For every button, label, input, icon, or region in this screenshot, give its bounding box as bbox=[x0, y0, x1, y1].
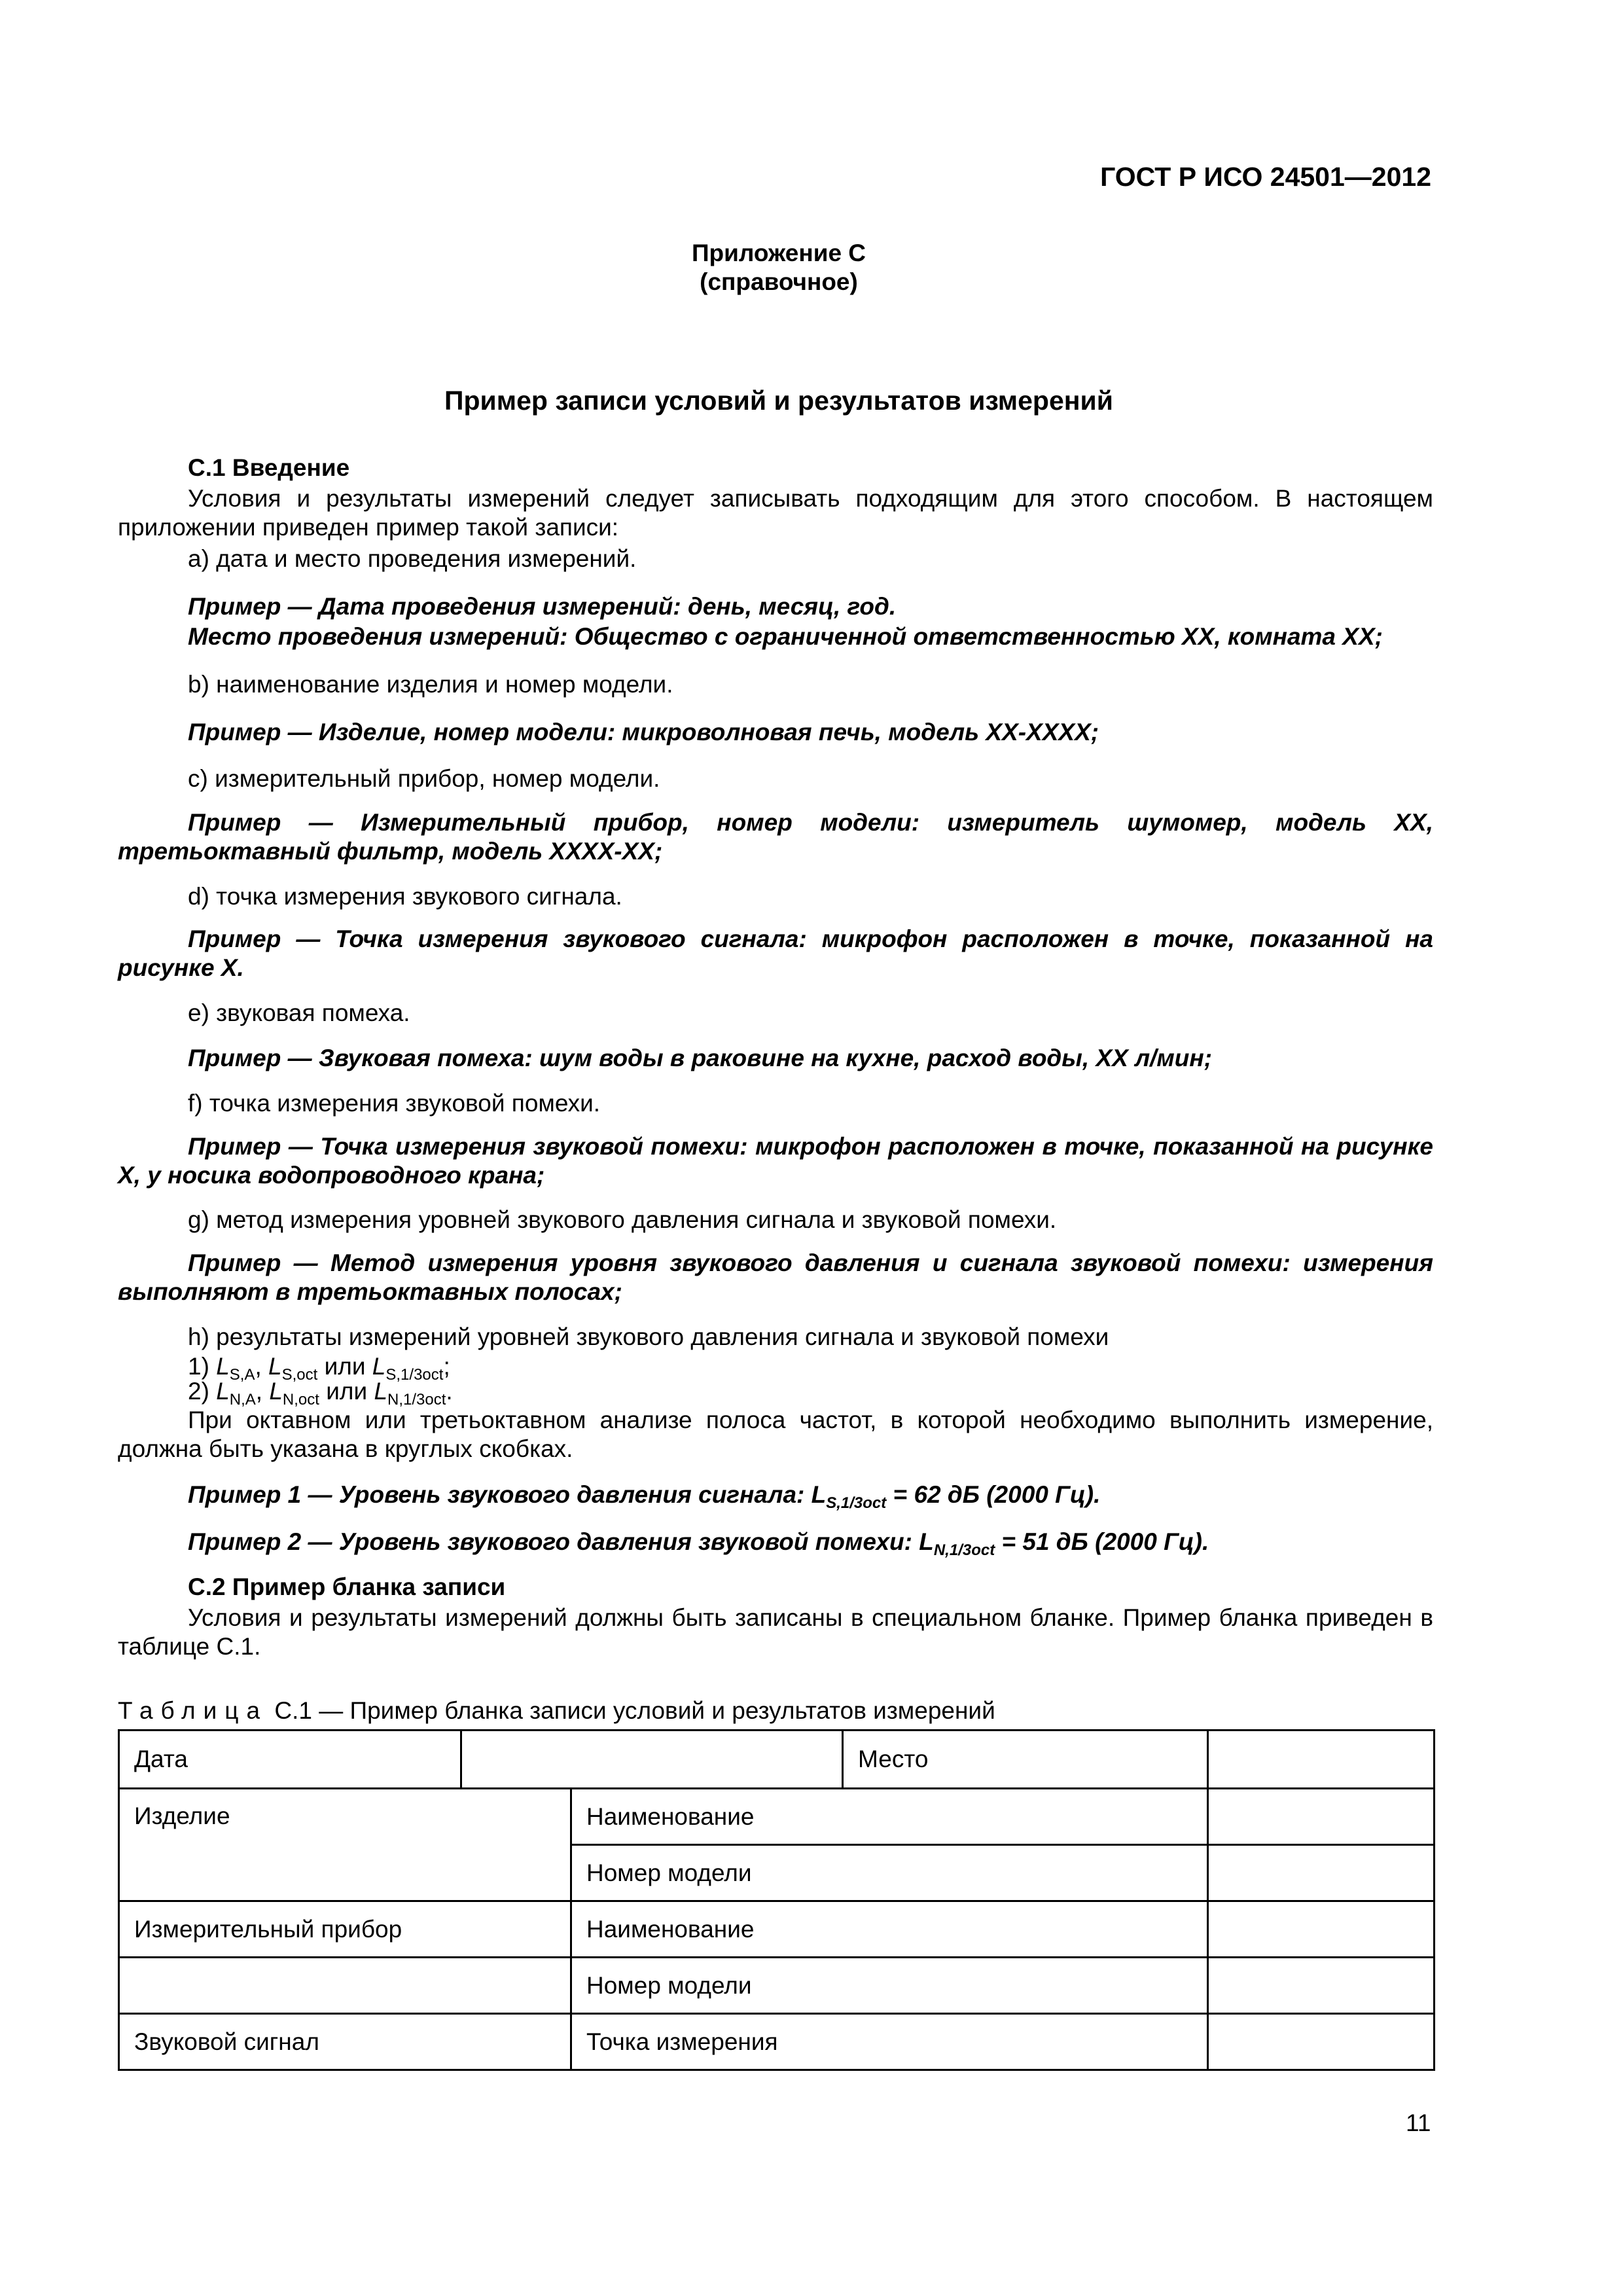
section2-paragraph: Условия и результаты измерений должны быть записаны в специальном бланке. Пример бланка приведен в таблице C.1. bbox=[118, 1604, 1433, 1660]
instrument-name-value-cell bbox=[1208, 1901, 1435, 1958]
intro-paragraph: Условия и результаты измерений следует записывать подходящим для этого способом. В настоящем приложении приведен пример такой записи: bbox=[118, 485, 1433, 541]
annex-title: Приложение C bbox=[691, 240, 866, 266]
instrument-model-label-cell: Номер модели bbox=[571, 1958, 1208, 2014]
list-item-h: h) результаты измерений уровней звукового давления сигнала и звуковой помехи bbox=[188, 1323, 1109, 1350]
h1-sub-2: S,oct bbox=[281, 1366, 318, 1384]
example-2-prefix: Пример 2 — Уровень звукового давления звуковой помехи: L bbox=[188, 1528, 934, 1555]
h2-end: . bbox=[446, 1378, 453, 1405]
page-number: 11 bbox=[1406, 2109, 1431, 2136]
signal-label-cell: Звуковой сигнал bbox=[119, 2014, 571, 2070]
list-item-h1: 1) $L_{S,A}$, $L_{S,oct}$ или $L_{S,1/3oct}$; bbox=[188, 1353, 450, 1384]
h2-symbol-3: L bbox=[374, 1378, 388, 1405]
example-f: Пример — Точка измерения звуковой помехи: микрофон расположен в точке, показанной на рисунке X, у носика водопроводного крана; bbox=[118, 1133, 1433, 1189]
date-label-cell: Дата bbox=[119, 1731, 461, 1789]
signal-point-label-cell: Точка измерения bbox=[571, 2014, 1208, 2070]
table-row bbox=[119, 1731, 1435, 1789]
example-a-line2: Место проведения измерений: Общество с ограниченной ответственностью XX, комната XX; bbox=[188, 623, 1383, 650]
instrument-blank-cell bbox=[119, 1958, 571, 2014]
table-row bbox=[119, 2014, 1435, 2070]
list-item-d: d) точка измерения звукового сигнала. bbox=[188, 883, 622, 910]
h2-sub-1: N,A bbox=[229, 1391, 256, 1408]
list-item-e: e) звуковая помеха. bbox=[188, 999, 410, 1026]
example-c: Пример — Измерительный прибор, номер модели: измеритель шумомер, модель XX, третьоктавный фильтр, модель XXXX-XX; bbox=[118, 809, 1433, 865]
table-row bbox=[119, 1958, 1435, 2014]
list-item-c: c) измерительный прибор, номер модели. bbox=[188, 765, 660, 792]
place-label-cell: Место bbox=[843, 1731, 1208, 1789]
instrument-label-cell: Измерительный прибор bbox=[119, 1901, 571, 1958]
section-heading-c1: C.1 Введение bbox=[188, 454, 350, 481]
main-title: Пример записи условий и результатов измерений bbox=[444, 386, 1113, 416]
document-code: ГОСТ Р ИСО 24501—2012 bbox=[1100, 162, 1431, 192]
table-row bbox=[119, 1901, 1435, 1958]
h1-symbol-3: L bbox=[372, 1353, 386, 1380]
instrument-name-label-cell: Наименование bbox=[571, 1901, 1208, 1958]
example-g: Пример — Метод измерения уровня звукового давления и сигнала звуковой помехи: измерения выполняют в третьоктавных полосах; bbox=[118, 1249, 1433, 1305]
example-e: Пример — Звуковая помеха: шум воды в раковине на кухне, расход воды, XX л/мин; bbox=[188, 1045, 1213, 1071]
list-item-b: b) наименование изделия и номер модели. bbox=[188, 671, 673, 698]
example-2-sub: N,1/3oct bbox=[933, 1541, 995, 1559]
list-item-h2: 2) $L_{N,A}$, $L_{N,oct}$ или $L_{N,1/3oct}$. bbox=[188, 1378, 453, 1408]
example-1-prefix: Пример 1 — Уровень звукового давления сигнала: L bbox=[188, 1481, 827, 1508]
example-1 bbox=[188, 1480, 1101, 1512]
example-b: Пример — Изделие, номер модели: микроволновая печь, модель XX-XXXX; bbox=[188, 719, 1099, 745]
h1-symbol-2: L bbox=[268, 1353, 282, 1380]
h2-sub-3: N,1/3oct bbox=[387, 1391, 446, 1408]
example-1-sub: S,1/3oct bbox=[826, 1494, 887, 1512]
octave-note: При октавном или третьоктавном анализе полоса частот, в которой необходимо выполнить измерение, должна быть указана в круглых скобках. bbox=[118, 1407, 1433, 1462]
product-label-cell: Изделие bbox=[119, 1789, 571, 1901]
signal-point-value-cell bbox=[1208, 2014, 1435, 2070]
h2-number: 2) bbox=[188, 1378, 209, 1405]
h1-number: 1) bbox=[188, 1353, 209, 1380]
h2-or: или bbox=[326, 1378, 368, 1405]
h1-symbol-1: L bbox=[216, 1353, 230, 1380]
product-model-label-cell: Номер модели bbox=[571, 1845, 1208, 1901]
h1-or: или bbox=[324, 1353, 366, 1380]
product-name-label-cell: Наименование bbox=[571, 1789, 1208, 1845]
record-form-table bbox=[118, 1729, 1435, 2071]
example-2 bbox=[188, 1528, 1209, 1559]
table-row bbox=[119, 1789, 1435, 1845]
example-a-line1: Пример — Дата проведения измерений: день, месяц, год. bbox=[188, 593, 897, 620]
table-caption bbox=[118, 1696, 995, 1725]
example-1-suffix: = 62 дБ (2000 Гц). bbox=[886, 1481, 1101, 1508]
h2-sub-2: N,oct bbox=[282, 1391, 319, 1408]
example-2-suffix: = 51 дБ (2000 Гц). bbox=[995, 1528, 1209, 1555]
section-heading-c2: C.2 Пример бланка записи bbox=[188, 1573, 506, 1600]
product-name-value-cell bbox=[1208, 1789, 1435, 1845]
h2-symbol-2: L bbox=[269, 1378, 283, 1405]
instrument-model-value-cell bbox=[1208, 1958, 1435, 2014]
list-item-g: g) метод измерения уровней звукового давления сигнала и звуковой помехи. bbox=[188, 1206, 1057, 1233]
h2-symbol-1: L bbox=[216, 1378, 230, 1405]
table-caption-label: Таблица bbox=[118, 1697, 268, 1724]
h1-sub-1: S,A bbox=[229, 1366, 255, 1384]
place-value-cell bbox=[1208, 1731, 1435, 1789]
list-item-f: f) точка измерения звуковой помехи. bbox=[188, 1090, 601, 1117]
product-model-value-cell bbox=[1208, 1845, 1435, 1901]
list-item-a: а) дата и место проведения измерений. bbox=[188, 545, 637, 572]
example-d: Пример — Точка измерения звукового сигнала: микрофон расположен в точке, показанной на рисунке X. bbox=[118, 925, 1433, 981]
annex-status: (справочное) bbox=[700, 268, 858, 295]
table-caption-text: C.1 — Пример бланка записи условий и результатов измерений bbox=[274, 1697, 995, 1724]
h1-end: ; bbox=[443, 1353, 450, 1380]
date-value-cell bbox=[461, 1731, 843, 1789]
h1-sub-3: S,1/3oct bbox=[385, 1366, 444, 1384]
